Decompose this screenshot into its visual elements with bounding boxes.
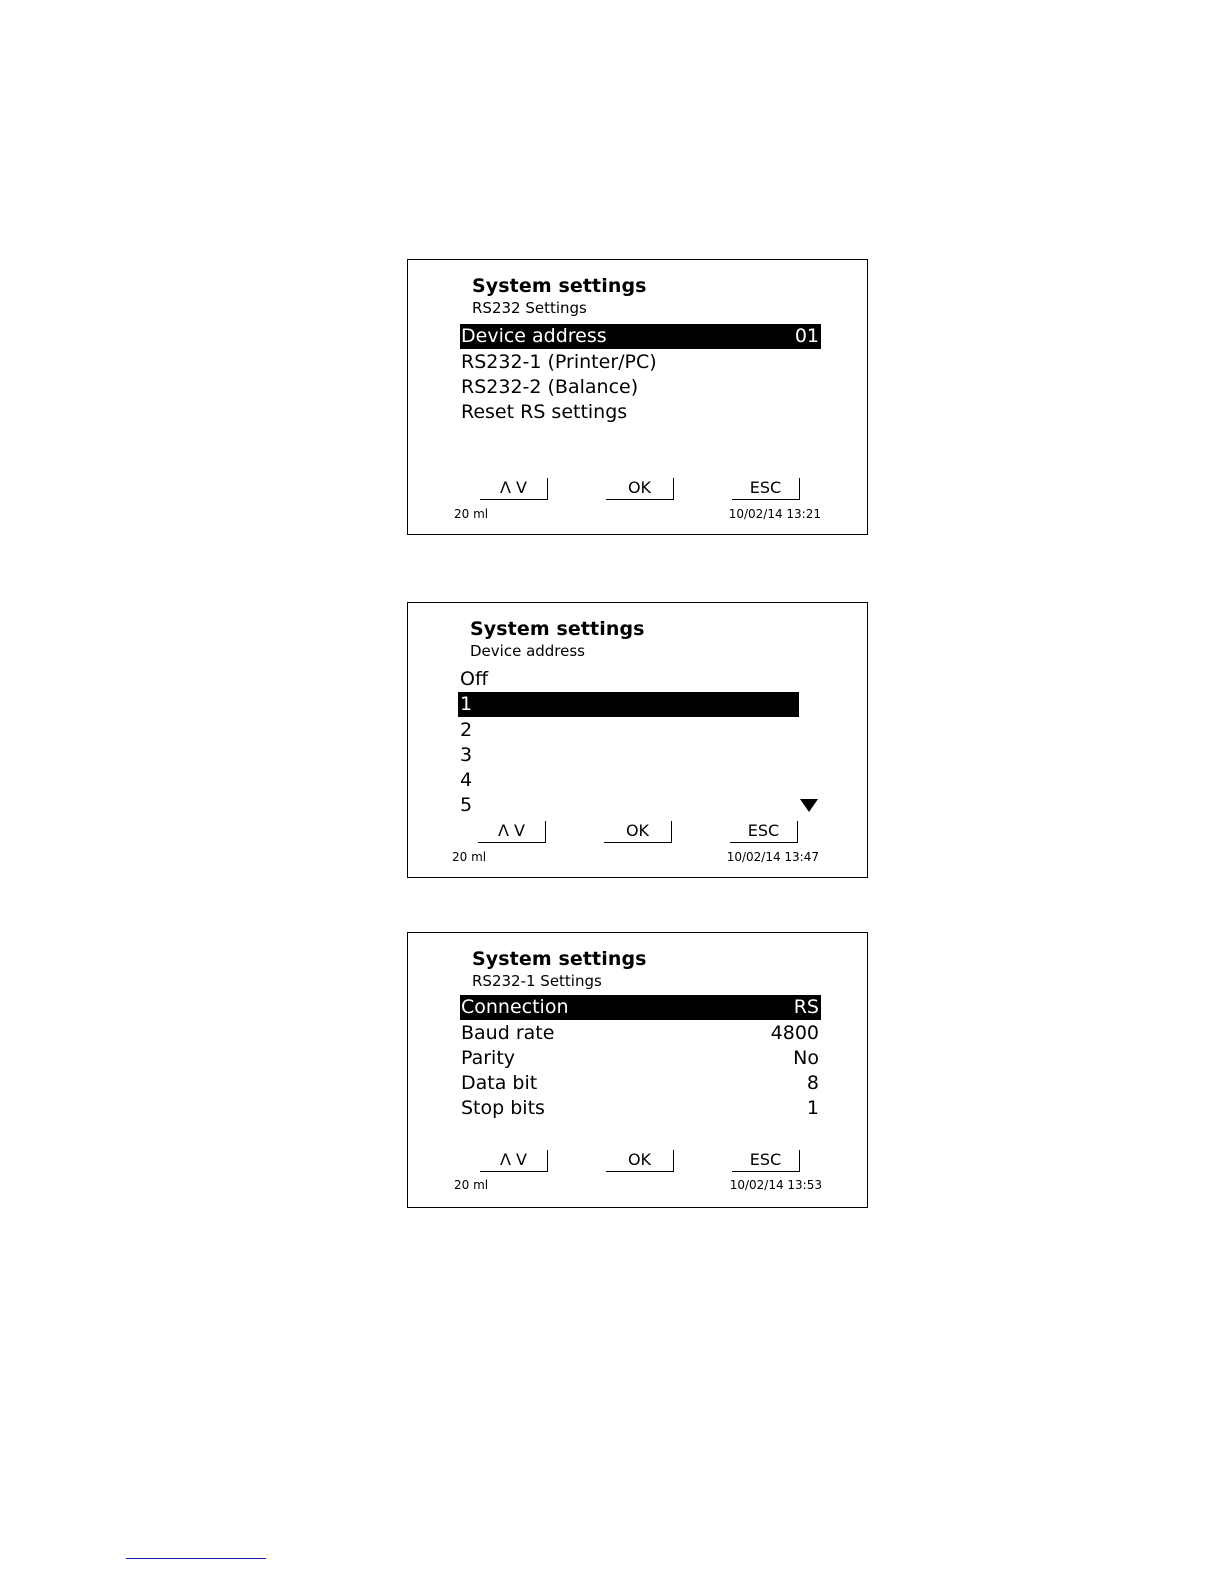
menu-item-value: RS <box>793 996 819 1018</box>
menu-item-parity[interactable] <box>460 1046 821 1071</box>
screen-title: System settings <box>472 948 647 970</box>
esc-button[interactable]: ESC <box>732 1150 800 1172</box>
down-triangle-icon[interactable] <box>800 799 818 812</box>
menu-item-data-bit[interactable] <box>460 1071 821 1096</box>
menu-item-reset-rs[interactable] <box>460 400 821 425</box>
menu-item-stop-bits[interactable] <box>460 1096 821 1121</box>
menu-item-value: 01 <box>794 325 819 347</box>
ok-button[interactable]: OK <box>606 1150 674 1172</box>
menu-item-label: Stop bits <box>461 1097 545 1119</box>
volume-label: 20 ml <box>452 850 487 864</box>
ok-button[interactable]: OK <box>604 821 672 843</box>
menu-item-value: 8 <box>806 1072 819 1094</box>
screen-subtitle: RS232-1 Settings <box>472 972 602 990</box>
menu-item-label: Device address <box>461 325 607 347</box>
nav-up-down-button[interactable]: Λ V <box>480 478 548 500</box>
option-3[interactable] <box>458 743 799 768</box>
option-1[interactable] <box>458 692 799 717</box>
esc-button[interactable]: ESC <box>730 821 798 843</box>
menu-item-value: 4800 <box>770 1022 819 1044</box>
menu-item-connection[interactable] <box>460 995 821 1020</box>
option-label: 4 <box>460 769 473 791</box>
volume-label: 20 ml <box>454 507 489 521</box>
screen-title: System settings <box>470 618 645 640</box>
datetime-label: 10/02/14 13:47 <box>726 850 819 864</box>
rs232-settings-screen <box>407 259 868 535</box>
screen-subtitle: Device address <box>470 642 585 660</box>
option-label: Off <box>460 668 489 690</box>
menu-item-label: Connection <box>461 996 569 1018</box>
menu-item-label: Data bit <box>461 1072 538 1094</box>
menu-item-baud-rate[interactable] <box>460 1021 821 1046</box>
menu-item-rs232-2[interactable] <box>460 375 821 400</box>
device-address-screen <box>407 602 868 878</box>
ok-button[interactable]: OK <box>606 478 674 500</box>
option-off[interactable] <box>458 667 799 692</box>
datetime-label: 10/02/14 13:53 <box>729 1178 822 1192</box>
datetime-label: 10/02/14 13:21 <box>728 507 821 521</box>
menu-item-label: Reset RS settings <box>461 401 628 423</box>
option-4[interactable] <box>458 768 799 793</box>
option-5[interactable] <box>458 793 799 818</box>
nav-up-down-button[interactable]: Λ V <box>478 821 546 843</box>
option-label: 1 <box>460 693 473 715</box>
volume-label: 20 ml <box>454 1178 489 1192</box>
screen-subtitle: RS232 Settings <box>472 299 587 317</box>
menu-item-value: 1 <box>806 1097 819 1119</box>
option-label: 3 <box>460 744 473 766</box>
menu-item-value: No <box>793 1047 819 1069</box>
menu-item-label: RS232-2 (Balance) <box>461 376 639 398</box>
menu-item-device-address[interactable] <box>460 324 821 349</box>
rs232-1-settings-screen <box>407 932 868 1208</box>
option-2[interactable] <box>458 718 799 743</box>
option-label: 2 <box>460 719 473 741</box>
nav-up-down-button[interactable]: Λ V <box>480 1150 548 1172</box>
menu-item-label: Baud rate <box>461 1022 555 1044</box>
menu-item-rs232-1[interactable] <box>460 350 821 375</box>
menu-item-label: Parity <box>461 1047 516 1069</box>
option-label: 5 <box>460 794 473 816</box>
screen-title: System settings <box>472 275 647 297</box>
footnote-separator <box>126 1558 266 1559</box>
esc-button[interactable]: ESC <box>732 478 800 500</box>
menu-item-label: RS232-1 (Printer/PC) <box>461 351 657 373</box>
